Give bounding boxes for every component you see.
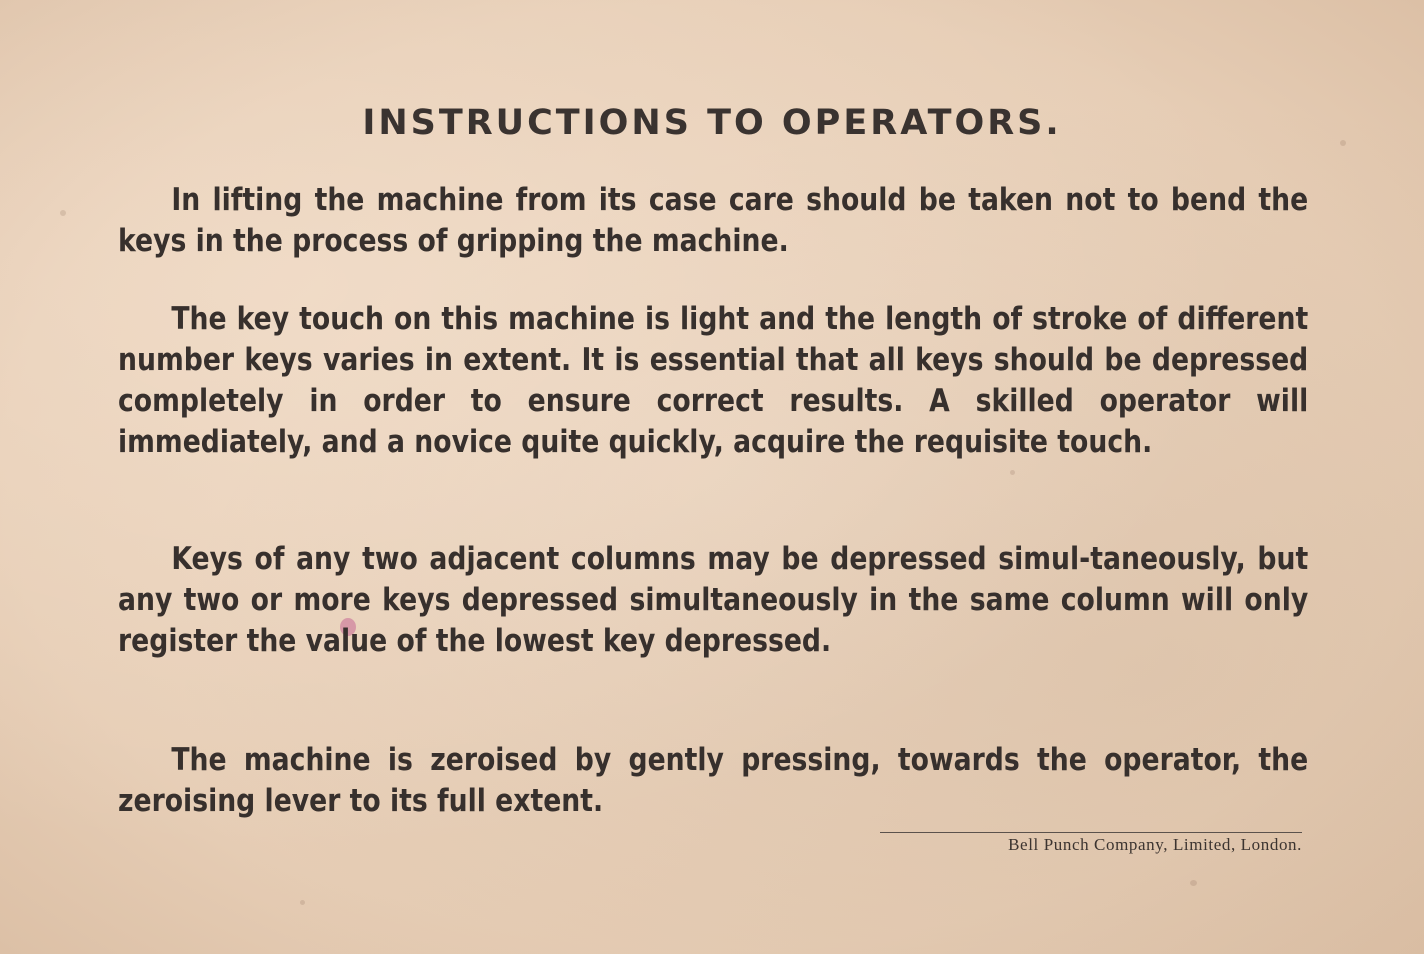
instruction-paragraph-zeroising: The machine is zeroised by gently pressing, towards the operator, the zeroising lever to its full extent. — [118, 742, 1309, 819]
instruction-paragraph-adjacent-keys: Keys of any two adjacent columns may be depressed simul-taneously, but any two or more keys depressed simultaneously in the same column will only register the value of the lowest key depressed. — [118, 541, 1309, 659]
instruction-paragraph-lifting: In lifting the machine from its case care should be taken not to bend the keys in the process of gripping the machine. — [118, 182, 1309, 259]
card-title: INSTRUCTIONS TO OPERATORS. — [362, 103, 1062, 143]
age-spot — [1190, 880, 1197, 886]
age-spot — [60, 210, 66, 216]
imprint-rule — [880, 832, 1302, 833]
age-spot — [1010, 470, 1015, 475]
age-spot — [300, 900, 305, 905]
instruction-paragraph-key-touch: The key touch on this machine is light and the length of stroke of different number keys varies in extent. It is essential that all keys should be depressed completely in order to ensure correct results. A skilled operator will immediately, and a novice quite quickly, acquire the requisite touch. — [118, 301, 1309, 460]
printer-imprint: Bell Punch Company, Limited, London. — [1008, 835, 1302, 854]
